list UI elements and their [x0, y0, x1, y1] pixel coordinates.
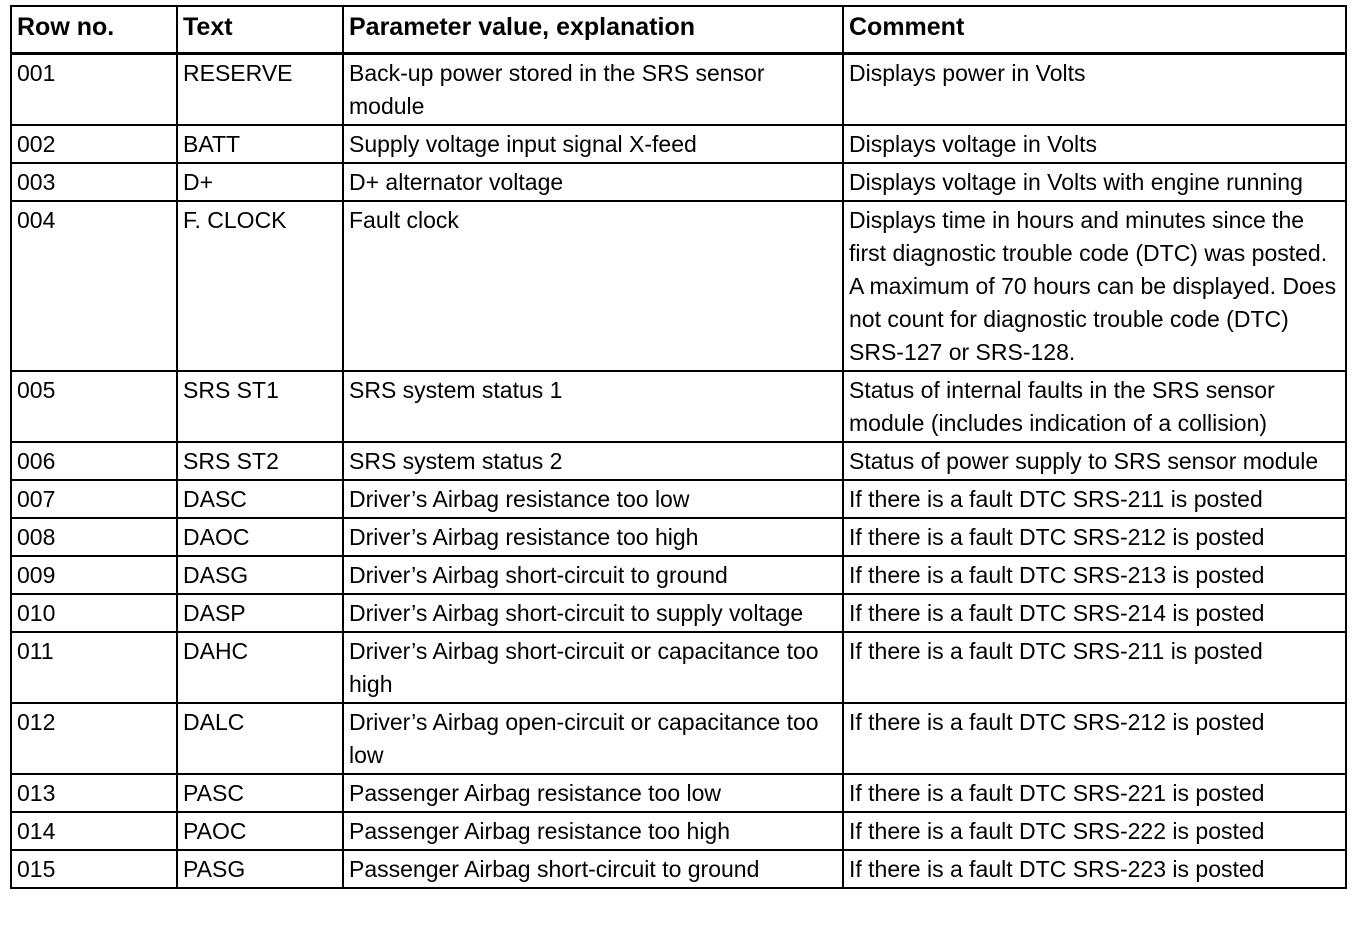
table-row: [11, 125, 1346, 163]
header-comment: Comment: [843, 6, 1346, 53]
cell-row-no: 013: [11, 774, 177, 812]
cell-comment: Displays voltage in Volts: [843, 125, 1346, 163]
cell-parameter: Driver’s Airbag short-circuit to supply voltage: [343, 594, 843, 632]
cell-row-no: 006: [11, 442, 177, 480]
cell-row-no: 011: [11, 632, 177, 703]
cell-comment: If there is a fault DTC SRS-213 is posted: [843, 556, 1346, 594]
cell-comment: If there is a fault DTC SRS-211 is posted: [843, 632, 1346, 703]
cell-comment: If there is a fault DTC SRS-211 is posted: [843, 480, 1346, 518]
cell-row-no: 014: [11, 812, 177, 850]
table-row: [11, 480, 1346, 518]
cell-parameter: Driver’s Airbag resistance too high: [343, 518, 843, 556]
cell-comment: Status of power supply to SRS sensor module: [843, 442, 1346, 480]
cell-parameter: Passenger Airbag resistance too low: [343, 774, 843, 812]
table-row: [11, 371, 1346, 442]
table-row: [11, 556, 1346, 594]
table-row: [11, 632, 1346, 703]
table-row: [11, 163, 1346, 201]
cell-parameter: Driver’s Airbag short-circuit to ground: [343, 556, 843, 594]
cell-parameter: SRS system status 2: [343, 442, 843, 480]
cell-comment: If there is a fault DTC SRS-222 is posted: [843, 812, 1346, 850]
table-row: [11, 442, 1346, 480]
table-row: [11, 850, 1346, 888]
cell-text: SRS ST1: [177, 371, 343, 442]
cell-comment: If there is a fault DTC SRS-214 is posted: [843, 594, 1346, 632]
cell-row-no: 004: [11, 201, 177, 371]
cell-text: DASC: [177, 480, 343, 518]
table-row: [11, 518, 1346, 556]
table-header: [11, 6, 1346, 53]
cell-comment: If there is a fault DTC SRS-223 is posted: [843, 850, 1346, 888]
cell-parameter: Supply voltage input signal X-feed: [343, 125, 843, 163]
table-row: [11, 703, 1346, 774]
table-row: [11, 201, 1346, 371]
cell-text: DALC: [177, 703, 343, 774]
cell-parameter: Passenger Airbag resistance too high: [343, 812, 843, 850]
cell-row-no: 010: [11, 594, 177, 632]
cell-text: DASG: [177, 556, 343, 594]
cell-text: SRS ST2: [177, 442, 343, 480]
cell-text: DASP: [177, 594, 343, 632]
header-parameter: Parameter value, explanation: [343, 6, 843, 53]
cell-parameter: Driver’s Airbag short-circuit or capacitance too high: [343, 632, 843, 703]
table-row: [11, 53, 1346, 125]
cell-row-no: 008: [11, 518, 177, 556]
cell-parameter: Passenger Airbag short-circuit to ground: [343, 850, 843, 888]
cell-comment: Status of internal faults in the SRS sensor module (includes indication of a collision): [843, 371, 1346, 442]
cell-comment: If there is a fault DTC SRS-212 is posted: [843, 518, 1346, 556]
table-body: [11, 53, 1346, 888]
cell-text: DAHC: [177, 632, 343, 703]
parameter-table: [10, 5, 1347, 889]
cell-row-no: 001: [11, 53, 177, 125]
header-row: [11, 6, 1346, 53]
cell-row-no: 007: [11, 480, 177, 518]
table-row: [11, 812, 1346, 850]
cell-parameter: Driver’s Airbag open-circuit or capacitance too low: [343, 703, 843, 774]
cell-comment: If there is a fault DTC SRS-212 is posted: [843, 703, 1346, 774]
cell-text: D+: [177, 163, 343, 201]
cell-row-no: 005: [11, 371, 177, 442]
cell-row-no: 015: [11, 850, 177, 888]
cell-parameter: Back-up power stored in the SRS sensor module: [343, 53, 843, 125]
header-row-no: Row no.: [11, 6, 177, 53]
header-text: Text: [177, 6, 343, 53]
cell-row-no: 009: [11, 556, 177, 594]
cell-row-no: 002: [11, 125, 177, 163]
cell-text: BATT: [177, 125, 343, 163]
cell-text: PAOC: [177, 812, 343, 850]
table-row: [11, 774, 1346, 812]
cell-comment: Displays power in Volts: [843, 53, 1346, 125]
cell-text: PASC: [177, 774, 343, 812]
cell-parameter: D+ alternator voltage: [343, 163, 843, 201]
cell-comment: Displays voltage in Volts with engine running: [843, 163, 1346, 201]
cell-text: DAOC: [177, 518, 343, 556]
cell-parameter: Driver’s Airbag resistance too low: [343, 480, 843, 518]
cell-row-no: 012: [11, 703, 177, 774]
cell-comment: Displays time in hours and minutes since the first diagnostic trouble code (DTC) was posted. A maximum of 70 hours can be displayed. Does not count for diagnostic trouble code (DTC) SRS-127 or SRS-128.: [843, 201, 1346, 371]
cell-parameter: Fault clock: [343, 201, 843, 371]
cell-row-no: 003: [11, 163, 177, 201]
table-row: [11, 594, 1346, 632]
cell-parameter: SRS system status 1: [343, 371, 843, 442]
cell-text: RESERVE: [177, 53, 343, 125]
cell-text: PASG: [177, 850, 343, 888]
cell-text: F. CLOCK: [177, 201, 343, 371]
cell-comment: If there is a fault DTC SRS-221 is posted: [843, 774, 1346, 812]
